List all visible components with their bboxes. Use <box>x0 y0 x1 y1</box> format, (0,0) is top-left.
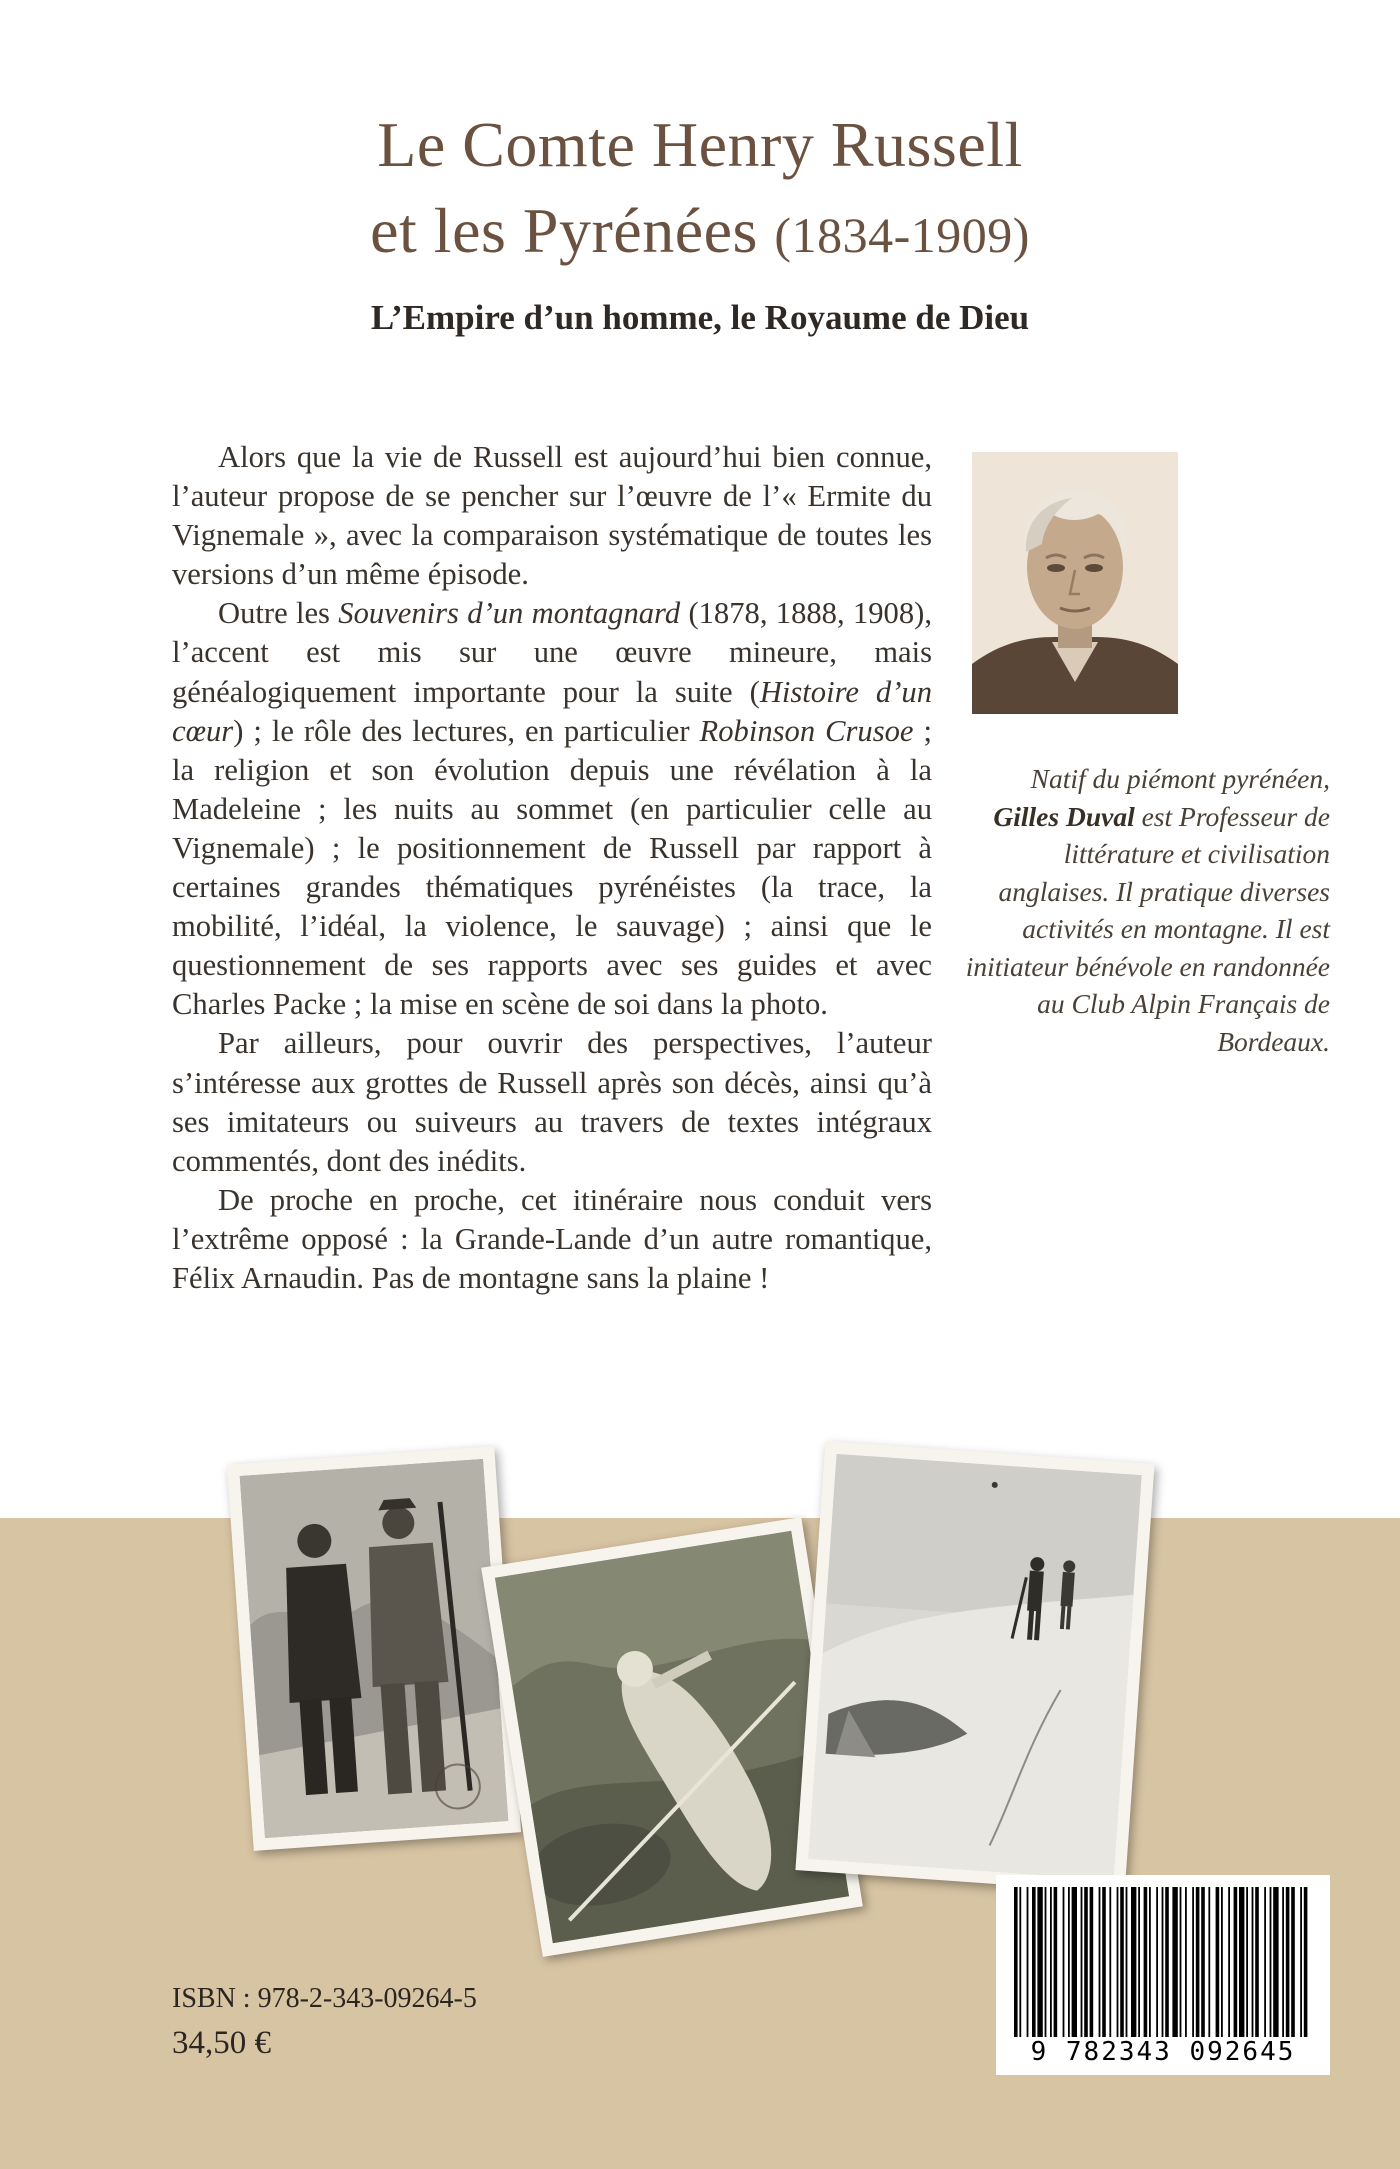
barcode-bar <box>1180 1887 1182 2037</box>
barcode-bar <box>1156 1887 1158 2037</box>
barcode-bar <box>1264 1887 1266 2037</box>
barcode-bar <box>1273 1887 1278 2037</box>
barcode-bar <box>1246 1887 1248 2037</box>
barcode-bar <box>1068 1887 1070 2037</box>
barcode-bar <box>1304 1887 1308 2037</box>
barcode-bar <box>1270 1887 1272 2037</box>
book-title-line1: Le Comte Henry Russell <box>377 109 1023 180</box>
barcode-bar <box>1063 1887 1065 2037</box>
blurb-p2-text-g: ; la religion et son évolution depuis une révélation à la Madeleine ; les nuits au sommet (en particulier celle au Vignemale) ; le positionnement de Russell par rapport à certaines grandes thématiques pyrénéistes (la trace, la mobilité, l’idéal, la violence, le sauvage) ; ainsi que le questionnement de ses rapports avec ses guides et avec Charles Packe ; la mise en scène de soi dans la photo. <box>172 713 932 1022</box>
barcode-bar <box>1192 1887 1194 2037</box>
barcode-bar <box>1050 1887 1052 2037</box>
book-subtitle: L’Empire d’un homme, le Royaume de Dieu <box>370 298 1030 337</box>
barcode-bar <box>1032 1887 1036 2037</box>
barcode-bar <box>1149 1887 1151 2037</box>
barcode-bar <box>1019 1887 1021 2037</box>
barcode-bar <box>1126 1887 1128 2037</box>
barcode-bar <box>1090 1887 1094 2037</box>
book-price: 34,50 € <box>172 2025 271 2061</box>
barcode-bar <box>1255 1887 1259 2037</box>
title-main: et les Pyrénées <box>370 195 758 266</box>
blurb-p2-italic-robinson: Robinson Crusoe <box>699 713 914 748</box>
blurb-p2-italic-souvenirs: Souvenirs d’un montagnard <box>338 596 681 631</box>
barcode-bar <box>1117 1887 1119 2037</box>
blurb-paragraph-4: De proche en proche, cet itinéraire nous conduit vers l’extrême opposé : la Grande-Lande d’un autre romantique, Félix Arnaudin. Pas de montagne sans la plaine ! <box>172 1182 932 1295</box>
barcode-bar <box>1131 1887 1136 2037</box>
isbn-number: ISBN : 978-2-343-09264-5 <box>172 1983 477 2014</box>
barcode-bar <box>1208 1887 1210 2037</box>
barcode-bar <box>1102 1887 1106 2037</box>
barcode-bar <box>1172 1887 1177 2037</box>
barcode-bar <box>1221 1887 1223 2037</box>
archive-photo-glacier-image <box>808 1454 1142 1880</box>
barcode-bar <box>1054 1887 1058 2037</box>
barcode-bar <box>1291 1887 1295 2037</box>
barcode-bar <box>1084 1887 1088 2037</box>
author-bio-intro: Natif du piémont pyrénéen, <box>1030 763 1330 794</box>
barcode-bar <box>1282 1887 1284 2037</box>
barcode-bar <box>1014 1887 1018 2037</box>
author-name: Gilles Duval <box>993 800 1135 832</box>
archive-photo-two-men-image <box>240 1459 509 1838</box>
barcode-bar <box>1201 1887 1205 2037</box>
author-bio <box>960 760 1330 1060</box>
blurb-p2-text-e: ) ; le rôle des lectures, en particulier <box>233 713 700 748</box>
author-bio-rest: est Professeur de littérature et civilisation anglaises. Il pratique diverses activités en montagne. Il est initiateur bénévole en randonnée au Club Alpin Français de Bordeaux. <box>965 800 1330 1057</box>
blurb-paragraph-2 <box>172 594 932 1024</box>
barcode-bar <box>1234 1887 1238 2037</box>
barcode-bar <box>1239 1887 1244 2037</box>
barcode-bar <box>1072 1887 1077 2037</box>
barcode-bar <box>1120 1887 1124 2037</box>
barcode-bar <box>1081 1887 1083 2037</box>
archive-photo-two-men <box>227 1446 521 1851</box>
barcode-bar <box>1286 1887 1290 2037</box>
barcode-bar <box>1045 1887 1047 2037</box>
blurb-p2-text-c: (1878, 1888, 1908), l’accent est mis sur une œuvre mineure, mais généalogiquement importante pour la suite ( <box>172 596 932 709</box>
blurb-paragraph-3: Par ailleurs, pour ouvrir des perspectives, l’auteur s’intéresse aux grottes de Russell après son décès, ainsi qu’à ses imitateurs ou suiveurs au travers de textes intégraux commentés, dont des inédits. <box>172 1026 932 1178</box>
barcode-bar <box>1196 1887 1200 2037</box>
barcode-bar <box>1300 1887 1302 2037</box>
barcode-bar <box>1185 1887 1187 2037</box>
barcode-bar <box>1252 1887 1254 2037</box>
barcode-bar <box>1228 1887 1230 2037</box>
barcode-bar <box>1162 1887 1164 2037</box>
barcode-bar <box>1138 1887 1140 2037</box>
title-years: (1834-1909) <box>774 207 1030 263</box>
isbn-barcode <box>996 1875 1330 2075</box>
blurb-paragraph-1: Alors que la vie de Russell est aujourd’hui bien connue, l’auteur propose de se pencher sur l’œuvre de l’« Ermite du Vignemale », avec la comparaison systématique de toutes les versions d’un même épisode. <box>172 440 932 592</box>
barcode-bar <box>1144 1887 1148 2037</box>
author-portrait <box>972 452 1178 714</box>
barcode-bar <box>1109 1887 1111 2037</box>
barcode-bar <box>1027 1887 1029 2037</box>
barcode-bars <box>1010 1887 1316 2037</box>
blurb-text <box>172 438 932 1298</box>
archive-photo-glacier <box>795 1441 1154 1893</box>
blurb-p2-text-a: Outre les <box>218 596 339 631</box>
blurb-p2-italic-histoire: Histoire d’un cœur <box>172 674 933 748</box>
barcode-bar <box>1165 1887 1169 2037</box>
book-title-line2 <box>0 194 1400 268</box>
barcode-bar <box>1037 1887 1042 2037</box>
barcode-bar <box>1099 1887 1101 2037</box>
archive-photo-man-reclining-image <box>495 1531 849 1943</box>
author-portrait-image <box>972 452 1178 714</box>
barcode-digits: 9 782343 092645 <box>1030 2037 1296 2067</box>
barcode-bar <box>1216 1887 1220 2037</box>
